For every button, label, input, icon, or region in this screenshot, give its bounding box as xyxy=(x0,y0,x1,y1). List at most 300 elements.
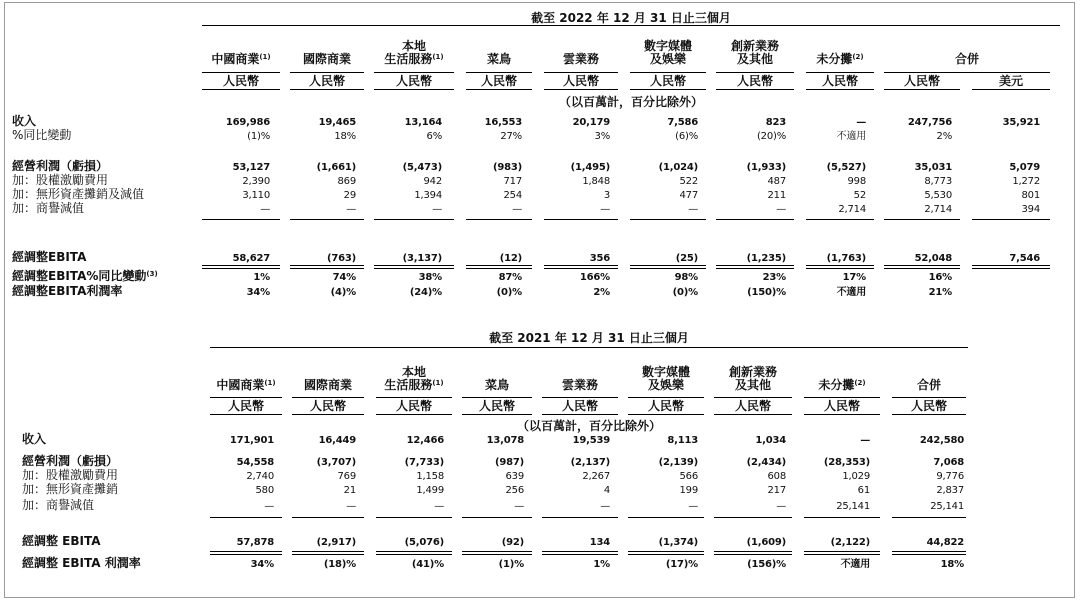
t2022-cell-3-1: 869 xyxy=(337,176,356,187)
t2022-cell-2-7: (5,527) xyxy=(826,162,866,173)
t2021-sum-rule-0 xyxy=(210,517,282,518)
t2021-unit-8: 人民幣 xyxy=(910,399,947,413)
t2021-col-rule-8 xyxy=(892,397,966,398)
t2021-col-header-line-5-0: 數字媒體 xyxy=(641,365,690,379)
t2022-cell-1-2: 6% xyxy=(426,131,442,142)
t2022-row-label-text-6: 經調整EBITA xyxy=(12,250,87,264)
t2021-col-header-2 xyxy=(376,366,452,392)
t2022-col-footnote-7: (2) xyxy=(852,53,864,61)
t2022-row-label-text-8: 經調整EBITA利潤率 xyxy=(12,284,123,298)
t2021-cell-6-1: (18)% xyxy=(323,559,356,570)
t2021-col-rule-2 xyxy=(376,397,452,398)
t2021-row-label-text-3: 加：無形資產攤銷 xyxy=(22,482,119,496)
t2021-cell-4-6: — xyxy=(776,501,786,512)
t2022-cell-7-1: 74% xyxy=(332,272,356,283)
t2021-cell-2-6: 608 xyxy=(767,471,786,482)
t2021-sum-rule-8 xyxy=(892,517,966,518)
t2021-cell-2-5: 566 xyxy=(679,471,698,482)
t2021-col-header-3 xyxy=(462,379,532,392)
t2022-row-footnote-7: (3) xyxy=(146,270,158,278)
t2021-cell-5-3: (92) xyxy=(501,537,524,548)
t2022-col-header-2 xyxy=(374,40,454,66)
t2021-sum-rule-6 xyxy=(714,517,792,518)
t2021-row-label-text-2: 加：股權激勵費用 xyxy=(22,468,119,482)
t2021-row-label-text-0: 收入 xyxy=(22,432,47,446)
t2021-unit-rule-5 xyxy=(628,414,704,415)
t2021-cell-5-8: 44,822 xyxy=(926,537,964,548)
t2022-cell-8-1: (4)% xyxy=(330,287,356,298)
t2022-col-rule-4 xyxy=(544,72,618,73)
t2021-total-double-rule-8 xyxy=(892,551,966,555)
t2021-cell-2-8: 9,776 xyxy=(936,471,964,482)
t2021-col-rule-4 xyxy=(542,397,618,398)
t2022-row-label-1 xyxy=(12,129,71,142)
t2022-cell-6-5: (25) xyxy=(675,253,698,264)
t2022-cell-3-4: 1,848 xyxy=(582,176,610,187)
t2022-cell-8-7: 不適用 xyxy=(836,287,866,298)
t2021-total-double-rule-0 xyxy=(210,551,282,555)
t2021-col-header-7 xyxy=(804,379,880,392)
t2021-cell-0-2: 12,466 xyxy=(406,435,444,446)
t2021-cell-0-8: 242,580 xyxy=(919,435,964,446)
t2021-cell-5-4: 134 xyxy=(589,537,610,548)
t2021-title-rule xyxy=(210,347,968,348)
t2022-unit-rule-1 xyxy=(290,89,364,90)
t2022-sum-rule-6 xyxy=(716,219,794,220)
t2021-col-header-text-7: 未分攤$^{(2)}$ xyxy=(818,378,866,392)
t2021-cell-4-3: — xyxy=(514,501,524,512)
t2021-col-header-text-4: 雲業務 xyxy=(561,378,598,392)
t2021-sum-rule-4 xyxy=(542,517,618,518)
t2022-sum-rule-3 xyxy=(466,219,532,220)
t2022-sum-rule-5 xyxy=(630,219,706,220)
t2022-col-header-line-2-1: 生活服務$^{(1)}$ xyxy=(384,52,444,66)
t2021-cell-5-2: (5,076) xyxy=(404,537,444,548)
t2022-cell-3-2: 942 xyxy=(423,176,442,187)
t2021-col-rule-1 xyxy=(292,397,364,398)
t2021-cell-3-0: 580 xyxy=(255,485,274,496)
t2022-col-header-5 xyxy=(630,40,706,66)
t2022-total-double-rule-7 xyxy=(806,265,874,269)
t2022-total-double-rule-9 xyxy=(972,265,1050,269)
t2022-cell-8-6: (150)% xyxy=(747,287,786,298)
t2022-sum-rule-7 xyxy=(806,219,874,220)
t2022-col-rule-3 xyxy=(466,72,532,73)
t2021-row-label-3 xyxy=(22,483,118,496)
t2022-cell-6-8: 52,048 xyxy=(914,253,952,264)
t2021-col-footnote-2: (1) xyxy=(432,379,444,387)
t2021-cell-5-5: (1,374) xyxy=(658,537,698,548)
t2022-cell-4-4: 3 xyxy=(603,190,610,201)
t2021-col-header-line-6-1: 及其他 xyxy=(734,378,771,392)
t2022-row-label-text-7: 經調整EBITA%同比變動 xyxy=(12,269,147,283)
t2022-cell-5-5: — xyxy=(688,204,698,215)
t2022-cell-5-1: — xyxy=(346,204,356,215)
t2022-cell-0-4: 20,179 xyxy=(572,117,610,128)
t2021-cell-3-5: 199 xyxy=(679,485,698,496)
t2021-cell-0-7: — xyxy=(860,435,870,446)
t2022-col-header-8 xyxy=(884,53,1050,66)
t2022-row-label-text-1: %同比變動 xyxy=(12,128,72,142)
t2021-cell-0-0: 171,901 xyxy=(229,435,274,446)
t2022-cell-7-6: 23% xyxy=(762,272,786,283)
t2022-row-label-0 xyxy=(12,115,36,128)
t2022-unit-rule-0 xyxy=(202,89,280,90)
t2021-cell-3-2: 1,499 xyxy=(416,485,444,496)
t2022-cell-3-5: 522 xyxy=(679,176,698,187)
t2021-cell-5-1: (2,917) xyxy=(316,537,356,548)
t2021-col-header-5 xyxy=(628,366,704,392)
t2022-total-double-rule-6 xyxy=(716,265,794,269)
t2021-col-footnote-0: (1) xyxy=(264,379,276,387)
t2022-col-header-line-5-1: 及娛樂 xyxy=(649,52,686,66)
t2022-cell-5-3: — xyxy=(512,204,522,215)
t2022-cell-0-2: 13,164 xyxy=(404,117,442,128)
t2021-row-label-text-1: 經營利潤（虧損） xyxy=(22,454,119,468)
t2022-cell-0-0: 169,986 xyxy=(225,117,270,128)
t2022-col-header-6 xyxy=(716,40,794,66)
t2021-unit-4: 人民幣 xyxy=(561,399,598,413)
t2022-cell-8-0: 34% xyxy=(246,287,270,298)
t2022-row-label-5 xyxy=(12,202,84,215)
t2021-cell-3-4: 4 xyxy=(603,485,610,496)
t2022-cell-5-6: — xyxy=(776,204,786,215)
t2021-cell-5-7: (2,122) xyxy=(830,537,870,548)
t2021-cell-6-3: (1)% xyxy=(498,559,524,570)
t2021-cell-0-4: 19,539 xyxy=(572,435,610,446)
t2022-unit-rule-2 xyxy=(374,89,454,90)
t2021-cell-2-0: 2,740 xyxy=(246,471,274,482)
t2022-row-label-text-3: 加：股權激勵費用 xyxy=(12,173,109,187)
t2021-row-label-5 xyxy=(22,535,101,548)
t2021-cell-6-2: (41)% xyxy=(411,559,444,570)
t2022-unit-rule-8 xyxy=(884,89,960,90)
t2021-row-label-4 xyxy=(22,499,94,512)
t2021-unit-rule-8 xyxy=(892,414,966,415)
t2022-cell-8-2: (24)% xyxy=(409,287,442,298)
t2022-col-rule-8 xyxy=(884,72,1050,73)
t2022-cell-1-5: (6)% xyxy=(675,131,698,142)
t2022-sum-rule-2 xyxy=(374,219,454,220)
t2021-unit-rule-4 xyxy=(542,414,618,415)
t2021-unit-2: 人民幣 xyxy=(395,399,432,413)
t2021-col-rule-3 xyxy=(462,397,532,398)
t2022-total-double-rule-5 xyxy=(630,265,706,269)
t2022-cell-6-4: 356 xyxy=(589,253,610,264)
t2022-sum-rule-8 xyxy=(884,219,960,220)
t2022-row-label-text-0: 收入 xyxy=(12,114,37,128)
t2021-sum-rule-2 xyxy=(376,517,452,518)
t2022-row-label-6 xyxy=(12,251,86,264)
t2021-cell-1-7: (28,353) xyxy=(823,457,870,468)
t2021-cell-6-5: (17)% xyxy=(665,559,698,570)
t2022-unit-9: 美元 xyxy=(998,74,1023,88)
t2022-cell-2-1: (1,661) xyxy=(316,162,356,173)
t2022-title: 截至 2022 年 12 月 31 日止三個月 xyxy=(531,11,731,25)
t2021-cell-6-7: 不適用 xyxy=(840,559,870,570)
t2021-cell-4-8: 25,141 xyxy=(930,501,964,512)
t2022-col-header-text-8: 合併 xyxy=(954,52,979,66)
t2021-cell-3-3: 256 xyxy=(505,485,524,496)
t2021-cell-6-4: 1% xyxy=(593,559,610,570)
t2021-col-rule-6 xyxy=(714,397,792,398)
t2021-col-rule-5 xyxy=(628,397,704,398)
t2021-row-label-2 xyxy=(22,469,118,482)
t2022-cell-4-5: 477 xyxy=(679,190,698,201)
t2021-sum-rule-5 xyxy=(628,517,704,518)
t2022-cell-1-0: (1)% xyxy=(247,131,270,142)
t2022-unit-1: 人民幣 xyxy=(308,74,345,88)
t2021-cell-6-0: 34% xyxy=(250,559,274,570)
t2021-unit-1: 人民幣 xyxy=(309,399,346,413)
t2022-col-header-3 xyxy=(466,53,532,66)
t2021-cell-0-5: 8,113 xyxy=(667,435,698,446)
t2021-cell-0-1: 16,449 xyxy=(318,435,356,446)
t2021-col-header-8 xyxy=(892,379,966,392)
t2022-total-double-rule-1 xyxy=(290,265,364,269)
t2022-cell-1-7: 不適用 xyxy=(836,131,866,142)
t2021-cell-3-7: 61 xyxy=(857,485,870,496)
t2022-cell-7-8: 16% xyxy=(928,272,952,283)
t2021-col-header-line-5-1: 及娛樂 xyxy=(647,378,684,392)
t2021-total-double-rule-1 xyxy=(292,551,364,555)
t2021-col-header-6 xyxy=(714,366,792,392)
t2022-title-rule xyxy=(202,25,1060,26)
t2022-unit-rule-4 xyxy=(544,89,618,90)
t2021-cell-1-3: (987) xyxy=(494,457,524,468)
t2022-cell-5-7: 2,714 xyxy=(838,204,866,215)
t2022-col-rule-7 xyxy=(806,72,874,73)
t2022-cell-5-8: 2,714 xyxy=(924,204,952,215)
t2022-sum-rule-9 xyxy=(972,219,1050,220)
t2022-cell-2-4: (1,495) xyxy=(570,162,610,173)
t2022-cell-1-1: 18% xyxy=(334,131,356,142)
t2022-cell-8-8: 21% xyxy=(928,287,952,298)
t2021-note: （以百萬計，百分比除外） xyxy=(516,419,661,433)
t2022-unit-3: 人民幣 xyxy=(480,74,517,88)
t2022-cell-0-5: 7,586 xyxy=(667,117,698,128)
t2022-unit-rule-7 xyxy=(806,89,874,90)
t2021-col-header-text-8: 合併 xyxy=(916,378,941,392)
t2022-row-label-text-5: 加：商譽減值 xyxy=(12,201,85,215)
t2022-cell-0-9: 35,921 xyxy=(1002,117,1040,128)
t2022-cell-8-4: 2% xyxy=(593,287,610,298)
t2022-col-header-line-6-0: 創新業務 xyxy=(730,39,779,53)
t2021-unit-rule-7 xyxy=(804,414,880,415)
t2021-cell-6-8: 18% xyxy=(940,559,964,570)
t2022-cell-8-5: (0)% xyxy=(672,287,698,298)
t2022-cell-6-6: (1,235) xyxy=(746,253,786,264)
t2021-cell-1-4: (2,137) xyxy=(570,457,610,468)
t2022-cell-3-8: 8,773 xyxy=(924,176,952,187)
t2022-cell-4-7: 52 xyxy=(853,190,866,201)
t2022-col-rule-5 xyxy=(630,72,706,73)
t2022-cell-2-5: (1,024) xyxy=(658,162,698,173)
t2021-unit-rule-0 xyxy=(210,414,282,415)
t2021-col-header-text-3: 菜鳥 xyxy=(484,378,509,392)
t2021-cell-2-4: 2,267 xyxy=(582,471,610,482)
t2022-cell-6-7: (1,763) xyxy=(826,253,866,264)
t2022-col-header-line-5-0: 數字媒體 xyxy=(643,39,692,53)
t2022-note: （以百萬計，百分比除外） xyxy=(558,95,703,109)
t2021-cell-3-1: 21 xyxy=(343,485,356,496)
t2022-cell-0-1: 19,465 xyxy=(318,117,356,128)
t2022-row-label-text-4: 加：無形資產攤銷及減值 xyxy=(12,187,145,201)
t2022-col-header-7 xyxy=(806,53,874,66)
t2022-cell-6-2: (3,137) xyxy=(402,253,442,264)
t2021-cell-1-1: (3,707) xyxy=(316,457,356,468)
t2022-cell-2-0: 53,127 xyxy=(232,162,270,173)
t2022-cell-2-8: 35,031 xyxy=(914,162,952,173)
t2022-total-double-rule-2 xyxy=(374,265,454,269)
t2021-row-label-text-6: 經調整 EBITA 利潤率 xyxy=(22,556,141,570)
t2022-row-label-text-2: 經營利潤（虧損） xyxy=(12,159,109,173)
t2022-row-label-4 xyxy=(12,188,144,201)
t2022-cell-6-0: 58,627 xyxy=(232,253,270,264)
t2022-col-rule-1 xyxy=(290,72,364,73)
t2022-unit-rule-5 xyxy=(630,89,706,90)
t2022-cell-8-3: (0)% xyxy=(496,287,522,298)
t2022-cell-3-3: 717 xyxy=(503,176,522,187)
t2021-col-header-line-2-1: 生活服務$^{(1)}$ xyxy=(384,378,444,392)
t2021-total-double-rule-7 xyxy=(804,551,880,555)
t2021-col-header-text-0: 中國商業$^{(1)}$ xyxy=(216,378,276,392)
t2022-unit-rule-3 xyxy=(466,89,532,90)
t2022-col-footnote-2: (1) xyxy=(432,53,444,61)
t2021-total-double-rule-5 xyxy=(628,551,704,555)
t2022-total-double-rule-0 xyxy=(202,265,280,269)
t2021-cell-6-6: (156)% xyxy=(747,559,786,570)
t2022-cell-0-6: 823 xyxy=(765,117,786,128)
t2022-cell-7-5: 98% xyxy=(674,272,698,283)
t2021-col-header-line-2-0: 本地 xyxy=(401,365,426,379)
t2022-sum-rule-0 xyxy=(202,219,280,220)
t2022-cell-3-0: 2,390 xyxy=(242,176,270,187)
t2021-cell-4-0: — xyxy=(264,501,274,512)
t2022-sum-rule-4 xyxy=(544,219,618,220)
t2021-row-label-text-5: 經調整 EBITA xyxy=(22,534,101,548)
t2022-total-double-rule-4 xyxy=(544,265,618,269)
t2021-col-footnote-7: (2) xyxy=(854,379,866,387)
t2022-cell-2-2: (5,473) xyxy=(402,162,442,173)
t2021-unit-rule-3 xyxy=(462,414,532,415)
t2022-cell-2-9: 5,079 xyxy=(1009,162,1040,173)
t2022-cell-5-4: — xyxy=(600,204,610,215)
t2021-col-header-0 xyxy=(210,379,282,392)
t2022-unit-5: 人民幣 xyxy=(649,74,686,88)
t2021-unit-5: 人民幣 xyxy=(647,399,684,413)
t2021-cell-2-7: 1,029 xyxy=(842,471,870,482)
t2021-col-rule-7 xyxy=(804,397,880,398)
t2022-col-rule-6 xyxy=(716,72,794,73)
t2022-unit-rule-6 xyxy=(716,89,794,90)
t2022-unit-4: 人民幣 xyxy=(562,74,599,88)
t2022-cell-4-9: 801 xyxy=(1021,190,1040,201)
t2022-cell-0-7: — xyxy=(856,117,866,128)
t2021-cell-5-0: 57,878 xyxy=(236,537,274,548)
t2022-cell-3-6: 487 xyxy=(767,176,786,187)
t2021-cell-2-1: 769 xyxy=(337,471,356,482)
t2022-col-header-0 xyxy=(202,53,280,66)
t2022-cell-2-3: (983) xyxy=(492,162,522,173)
t2021-cell-4-1: — xyxy=(346,501,356,512)
t2021-col-header-text-1: 國際商業 xyxy=(303,378,352,392)
t2021-cell-1-6: (2,434) xyxy=(746,457,786,468)
t2021-unit-rule-6 xyxy=(714,414,792,415)
t2022-cell-7-2: 38% xyxy=(418,272,442,283)
t2022-cell-7-7: 17% xyxy=(842,272,866,283)
t2022-col-header-text-7: 未分攤$^{(2)}$ xyxy=(816,52,864,66)
t2022-col-header-4 xyxy=(544,53,618,66)
t2022-col-header-text-0: 中國商業$^{(1)}$ xyxy=(211,52,271,66)
t2021-cell-1-8: 7,068 xyxy=(933,457,964,468)
t2022-col-header-line-6-1: 及其他 xyxy=(736,52,773,66)
t2022-unit-7: 人民幣 xyxy=(821,74,858,88)
t2021-sum-rule-3 xyxy=(462,517,532,518)
t2022-cell-2-6: (1,933) xyxy=(746,162,786,173)
t2021-cell-4-4: — xyxy=(600,501,610,512)
t2021-sum-rule-7 xyxy=(804,517,880,518)
t2022-cell-1-6: (20)% xyxy=(756,131,786,142)
t2021-col-rule-0 xyxy=(210,397,282,398)
t2022-cell-3-9: 1,272 xyxy=(1012,176,1040,187)
t2022-col-rule-0 xyxy=(202,72,280,73)
t2021-cell-3-8: 2,837 xyxy=(936,485,964,496)
t2022-cell-4-0: 3,110 xyxy=(242,190,270,201)
t2021-total-double-rule-3 xyxy=(462,551,532,555)
t2022-unit-8: 人民幣 xyxy=(903,74,940,88)
t2021-cell-4-5: — xyxy=(688,501,698,512)
t2021-cell-4-7: 25,141 xyxy=(836,501,870,512)
t2021-cell-0-6: 1,034 xyxy=(755,435,786,446)
t2022-col-rule-2 xyxy=(374,72,454,73)
t2021-unit-rule-2 xyxy=(376,414,452,415)
t2022-cell-4-2: 1,394 xyxy=(414,190,442,201)
t2022-cell-6-1: (763) xyxy=(326,253,356,264)
t2021-total-double-rule-4 xyxy=(542,551,618,555)
t2022-cell-0-8: 247,756 xyxy=(907,117,952,128)
t2021-col-header-4 xyxy=(542,379,618,392)
t2022-col-header-1 xyxy=(290,53,364,66)
t2021-row-label-text-4: 加：商譽減值 xyxy=(22,498,95,512)
t2022-col-header-text-3: 菜鳥 xyxy=(486,52,511,66)
t2022-col-header-text-4: 雲業務 xyxy=(562,52,599,66)
t2022-cell-4-3: 254 xyxy=(503,190,522,201)
t2021-unit-3: 人民幣 xyxy=(478,399,515,413)
t2021-cell-2-2: 1,158 xyxy=(416,471,444,482)
t2021-col-header-1 xyxy=(292,379,364,392)
t2021-unit-0: 人民幣 xyxy=(227,399,264,413)
t2021-total-double-rule-2 xyxy=(376,551,452,555)
t2021-row-label-0 xyxy=(22,433,46,446)
t2021-row-label-6 xyxy=(22,557,141,570)
t2022-cell-1-4: 3% xyxy=(594,131,610,142)
t2022-row-label-8 xyxy=(12,285,122,298)
t2022-row-label-7 xyxy=(12,270,158,283)
t2022-col-header-text-1: 國際商業 xyxy=(302,52,351,66)
t2021-cell-3-6: 217 xyxy=(767,485,786,496)
t2021-cell-0-3: 13,078 xyxy=(486,435,524,446)
t2021-unit-7: 人民幣 xyxy=(823,399,860,413)
t2022-col-footnote-0: (1) xyxy=(259,53,271,61)
t2022-cell-7-3: 87% xyxy=(498,272,522,283)
t2021-title: 截至 2021 年 12 月 31 日止三個月 xyxy=(489,331,689,345)
t2022-total-double-rule-3 xyxy=(466,265,532,269)
t2022-cell-1-8: 2% xyxy=(936,131,952,142)
t2021-cell-1-5: (2,139) xyxy=(658,457,698,468)
t2021-cell-4-2: — xyxy=(434,501,444,512)
t2021-row-label-1 xyxy=(22,455,118,468)
